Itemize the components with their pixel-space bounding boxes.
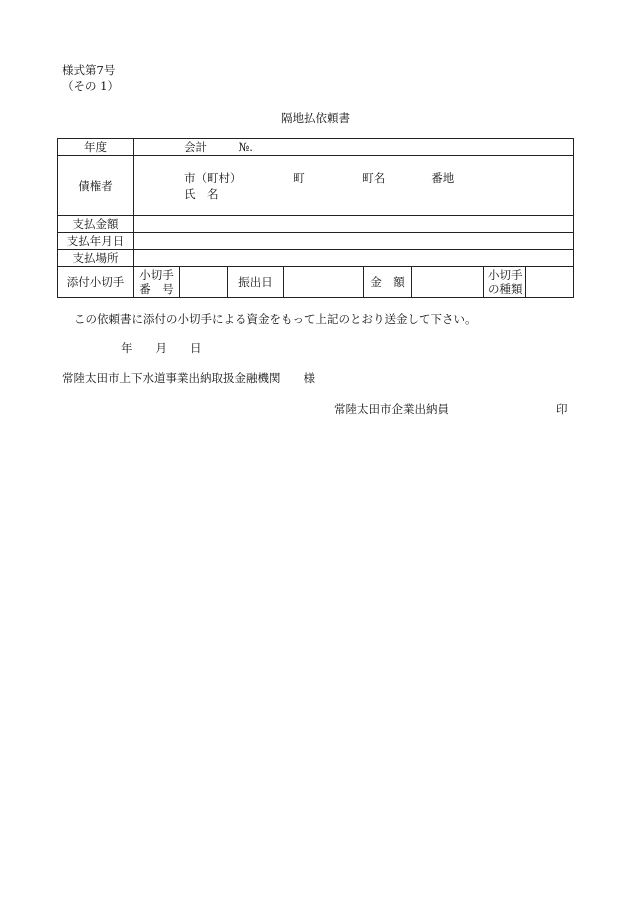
- check-number-label-line1: 小切手: [139, 268, 174, 282]
- form-number: 様式第7号: [62, 63, 116, 77]
- creditor-cell: [134, 156, 574, 216]
- date-line: 年 月 日: [121, 341, 202, 355]
- check-number-cell: [180, 267, 228, 298]
- addressee: 常陸太田市上下水道事業出納取扱金融機関 様: [62, 371, 315, 385]
- check-type-label-line1: 小切手: [488, 268, 523, 282]
- payment-place-label: 支払場所: [58, 250, 134, 267]
- seal-mark: 印: [556, 402, 568, 416]
- check-number-label: [134, 267, 180, 298]
- check-type-cell: [526, 267, 574, 298]
- table-row-payment-date: [58, 233, 574, 250]
- document-title: 隔地払依頼書: [281, 111, 350, 125]
- fiscal-year-label: 年度: [58, 139, 134, 156]
- creditor-address-line: 市（町村） 町 町名 番地: [184, 171, 455, 185]
- issue-date-label: 振出日: [228, 267, 284, 298]
- payment-amount-label: 支払金額: [58, 216, 134, 233]
- table-row-attached-check: [58, 267, 574, 298]
- remittance-form-table: [57, 138, 574, 298]
- payment-date-label: 支払年月日: [58, 233, 134, 250]
- request-text: この依頼書に添付の小切手による資金をもって上記のとおり送金して下さい。: [74, 312, 477, 326]
- account-label: 会計: [184, 140, 207, 154]
- issue-date-cell: [284, 267, 364, 298]
- payment-amount-cell: [134, 216, 574, 233]
- form-subnumber: （その 1）: [62, 79, 119, 93]
- table-row-fiscal-year: [58, 139, 574, 156]
- fiscal-year-cell: [134, 139, 574, 156]
- attached-check-label: 添付小切手: [58, 267, 134, 298]
- table-row-creditor: [58, 156, 574, 216]
- check-type-label: [484, 267, 526, 298]
- payment-place-cell: [134, 250, 574, 267]
- sender: 常陸太田市企業出納員: [334, 402, 449, 416]
- payment-date-cell: [134, 233, 574, 250]
- table-row-payment-place: [58, 250, 574, 267]
- amount-cell: [412, 267, 484, 298]
- check-type-label-line2: の種類: [488, 282, 523, 296]
- creditor-label: 債権者: [58, 156, 134, 216]
- number-label: №.: [238, 140, 253, 154]
- amount-label: 金 額: [364, 267, 412, 298]
- check-number-label-line2: 番 号: [139, 282, 174, 296]
- creditor-name-line: 氏 名: [184, 187, 219, 201]
- table-row-payment-amount: [58, 216, 574, 233]
